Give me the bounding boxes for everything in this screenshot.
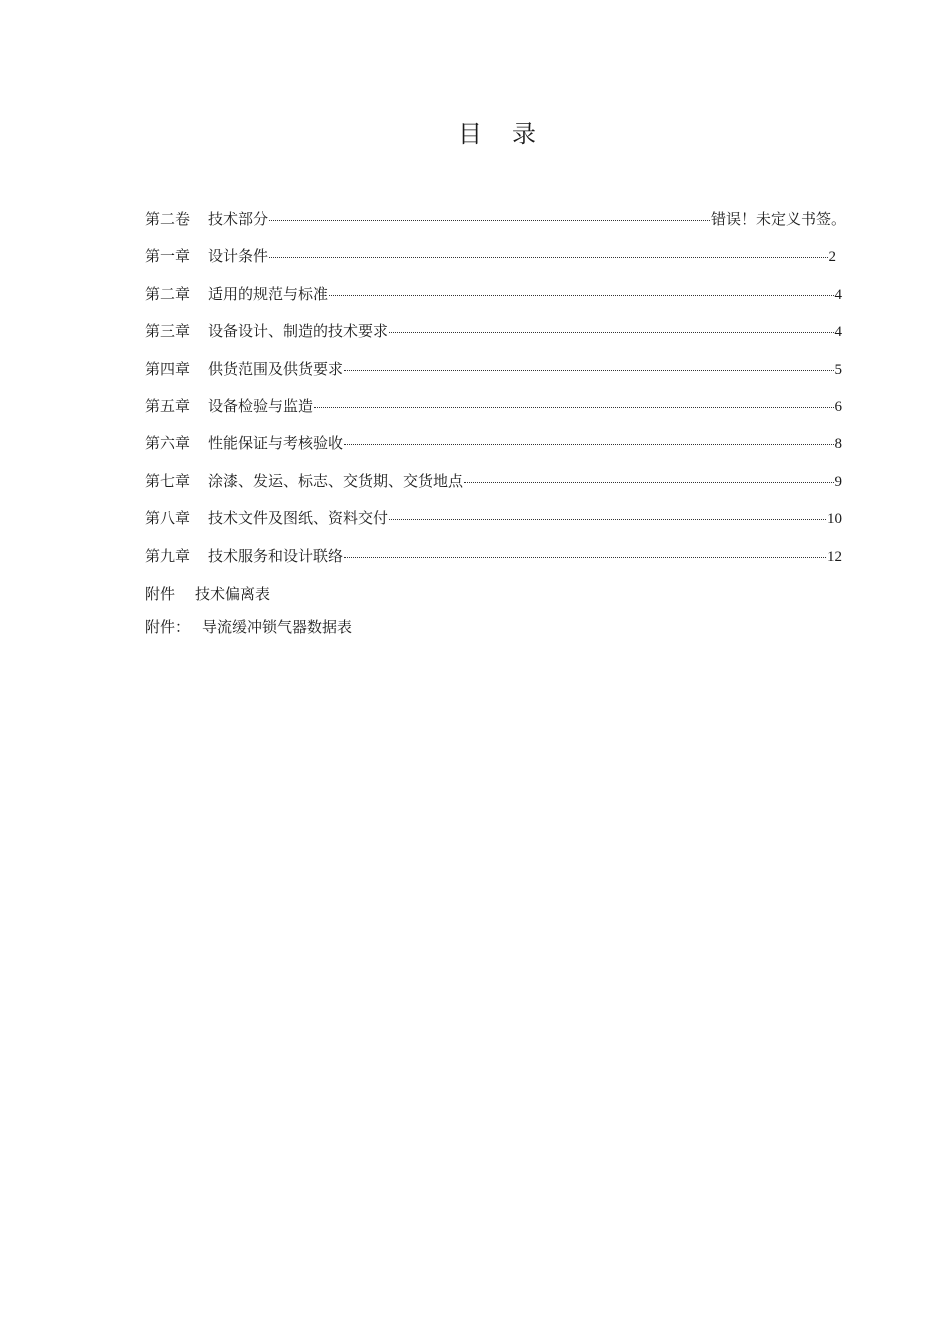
toc-entry-chapter-8[interactable] bbox=[145, 507, 842, 544]
toc-entry-chapter-4[interactable] bbox=[145, 358, 842, 395]
toc-entry-label: 第八章 bbox=[145, 509, 191, 528]
toc-entry-title: 技术服务和设计联络 bbox=[208, 546, 344, 565]
toc-entry-page: 4 bbox=[834, 324, 842, 341]
toc-leader-dots bbox=[269, 220, 710, 221]
toc-entry-label: 第二章 bbox=[145, 284, 191, 303]
toc-entry-page: 10 bbox=[827, 511, 842, 528]
toc-entry-label: 第三章 bbox=[145, 322, 191, 341]
toc-entry-chapter-5[interactable] bbox=[145, 395, 842, 432]
toc-leader-dots bbox=[344, 444, 833, 445]
toc-entry-title: 设备检验与监造 bbox=[208, 396, 314, 415]
title-char-2: 录 bbox=[512, 120, 536, 148]
toc-entry-title: 技术文件及图纸、资料交付 bbox=[208, 509, 389, 528]
toc-entry-chapter-9[interactable] bbox=[145, 545, 842, 582]
toc-leader-dots bbox=[269, 257, 827, 258]
toc-entry-page: 9 bbox=[834, 473, 842, 490]
appendix-label: 附件 bbox=[145, 585, 176, 603]
toc-entry-page: 2 bbox=[828, 249, 836, 266]
toc-entry-page: 5 bbox=[834, 361, 842, 378]
toc-entry-chapter-6[interactable] bbox=[145, 432, 842, 469]
toc-leader-dots bbox=[314, 407, 833, 408]
toc-entry-chapter-2[interactable] bbox=[145, 283, 842, 320]
toc-entry-label: 第二卷 bbox=[145, 210, 191, 228]
toc-leader-dots bbox=[389, 519, 826, 520]
appendix-label: 附件： bbox=[145, 618, 191, 636]
toc-entry-chapter-3[interactable] bbox=[145, 320, 842, 357]
table-of-contents bbox=[145, 208, 846, 582]
toc-entry-chapter-1[interactable] bbox=[145, 245, 842, 282]
appendix-deviation-table bbox=[145, 583, 645, 604]
toc-entry-page: 错误！未定义书签。 bbox=[710, 210, 846, 228]
toc-entry-title: 技术部分 bbox=[208, 210, 269, 228]
appendix-title: 导流缓冲锁气器数据表 bbox=[202, 618, 353, 636]
toc-entry-page: 8 bbox=[834, 436, 842, 453]
toc-entry-page: 6 bbox=[834, 398, 842, 415]
toc-leader-dots bbox=[464, 482, 833, 483]
toc-entry-title: 适用的规范与标准 bbox=[208, 284, 329, 303]
toc-entry-label: 第六章 bbox=[145, 434, 191, 453]
appendix-title: 技术偏离表 bbox=[195, 585, 271, 603]
appendix-data-sheet bbox=[145, 616, 645, 637]
toc-entry-title: 性能保证与考核验收 bbox=[208, 434, 344, 453]
toc-entry-label: 第四章 bbox=[145, 359, 191, 378]
toc-entry-label: 第一章 bbox=[145, 247, 191, 266]
toc-entry-volume-2[interactable] bbox=[145, 208, 846, 245]
toc-entry-title: 供货范围及供货要求 bbox=[208, 359, 344, 378]
toc-entry-title: 设计条件 bbox=[208, 247, 269, 266]
toc-entry-page: 12 bbox=[827, 548, 842, 565]
toc-leader-dots bbox=[329, 295, 833, 296]
toc-entry-label: 第五章 bbox=[145, 396, 191, 415]
toc-entry-label: 第七章 bbox=[145, 471, 191, 490]
toc-entry-title: 涂漆、发运、标志、交货期、交货地点 bbox=[208, 471, 464, 490]
page-title bbox=[0, 114, 950, 149]
toc-entry-chapter-7[interactable] bbox=[145, 470, 842, 507]
toc-leader-dots bbox=[344, 370, 833, 371]
toc-leader-dots bbox=[389, 332, 833, 333]
toc-entry-label: 第九章 bbox=[145, 546, 191, 565]
toc-leader-dots bbox=[344, 557, 826, 558]
title-char-1: 目 bbox=[458, 120, 482, 148]
toc-entry-title: 设备设计、制造的技术要求 bbox=[208, 322, 389, 341]
toc-entry-page: 4 bbox=[834, 286, 842, 303]
